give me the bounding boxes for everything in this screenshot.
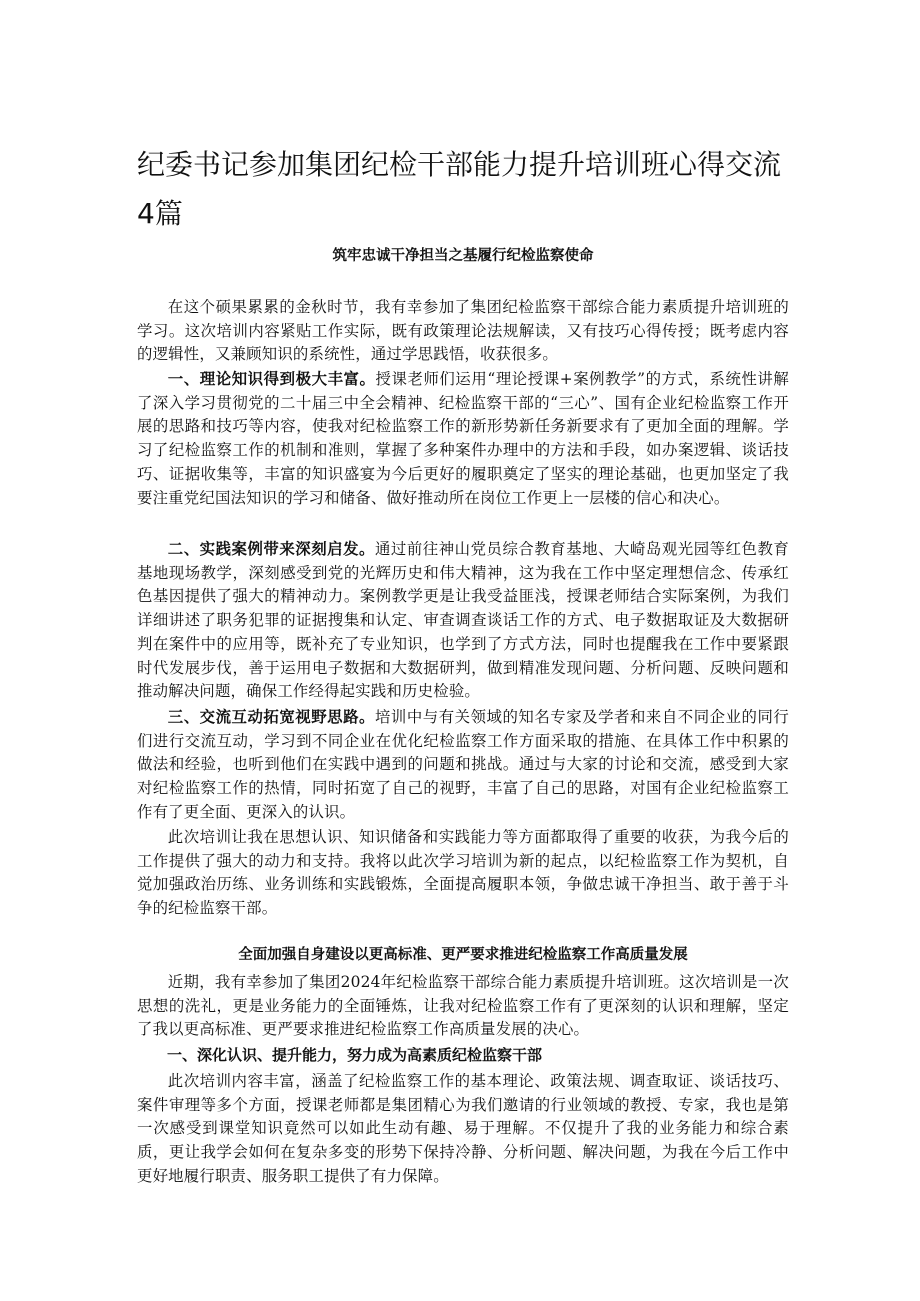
article1-point1-body: 授课老师们运用“理论授课+案例教学”的方式，系统性讲解了深入学习贯彻党的二十届三中全会精神、纪检监察干部的“三心”、国有企业纪检监察工作开展的思路和技巧等内容，使我对纪检监察工作的新形势新任务新要求有了更加全面的理解。学习了纪检监察工作的机制和准则，掌握了多种案件办理中的方法和手段，如办案逻辑、谈话技巧、证据收集等，丰富的知识盛宴为今后更好的履职奠定了坚实的理论基础，也更加坚定了我要注重党纪国法知识的学习和储备、做好推动所在岗位工作更上一层楼的信心和决心。 — [137, 370, 789, 507]
article1-point1 — [137, 368, 789, 510]
article1-point3-body: 培训中与有关领域的知名专家及学者和来自不同企业的同行们进行交流互动，学习到不同企业在优化纪检监察工作方面采取的措施、在具体工作中积累的做法和经验，也听到他们在实践中遇到的问题和挑战。通过与大家的讨论和交流，感受到大家对纪检监察工作的热情，同时拓宽了自己的视野，丰富了自己的思路，对国有企业纪检监察工作有了更全面、更深入的认识。 — [137, 708, 789, 821]
article2-intro: 近期，我有幸参加了集团2024年纪检监察干部综合能力素质提升培训班。这次培训是一次思想的洗礼，更是业务能力的全面锤炼，让我对纪检监察工作有了更深刻的认识和理解，坚定了我以更高标准、更严要求推进纪检监察工作高质量发展的决心。 — [137, 973, 789, 1039]
article1-conclusion: 此次培训让我在思想认识、知识储备和实践能力等方面都取得了重要的收获，为我今后的工作提供了强大的动力和支持。我将以此次学习培训为新的起点，以纪检监察工作为契机，自觉加强政治历练、业务训练和实践锻炼，全面提高履职本领，争做忠诚干净担当、敢于善于斗争的纪检监察干部。 — [137, 828, 789, 918]
article1-point2-body: 通过前往神山党员综合教育基地、大崎岛观光园等红色教育基地现场教学，深刻感受到党的光辉历史和伟大精神，这为我在工作中坚定理想信念、传承红色基因提供了强大的精神动力。案例教学更是让我受益匪浅，授课老师结合实际案例，为我们详细讲述了职务犯罪的证据搜集和认定、审查调查谈话工作的方式、电子数据取证及大数据研判在案件中的应用等，既补充了专业知识，也学到了方式方法，同时也提醒我在工作中要紧跟时代发展步伐，善于运用电子数据和大数据研判，做到精准发现问题、分析问题、反映问题和推动解决问题，确保工作经得起实践和历史检验。 — [137, 540, 789, 701]
article1-point2-lead: 二、实践案例带来深刻启发。 — [167, 540, 375, 558]
article2-point1-body: 此次培训内容丰富，涵盖了纪检监察工作的基本理论、政策法规、调查取证、谈话技巧、案件审理等多个方面，授课老师都是集团精心为我们邀请的行业领域的教授、专家，我也是第一次感受到课堂知识竟然可以如此生动有趣、易于理解。不仅提升了我的业务能力和综合素质，更让我学会如何在复杂多变的形势下保持冷静、分析问题、解决问题，为我在今后工作中更好地履行职责、服务职工提供了有力保障。 — [137, 1072, 789, 1185]
article1-point3 — [137, 706, 789, 825]
article1-intro: 在这个硕果累累的金秋时节，我有幸参加了集团纪检监察干部综合能力素质提升培训班的学习。这次培训内容紧贴工作实际，既有政策理论法规解读，又有技巧心得传授；既考虑内容的逻辑性，又兼顾知识的系统性，通过学思践悟，收获很多。 — [137, 298, 789, 364]
article1-heading: 筑牢忠诚干净担当之基履行纪检监察使命 — [332, 248, 594, 264]
article1-point1-lead: 一、理论知识得到极大丰富。 — [167, 370, 376, 388]
article1-point2 — [137, 538, 789, 704]
article2-point1-heading: 一、深化认识、提升能力，努力成为高素质纪检监察干部 — [167, 1046, 543, 1064]
article1-point3-lead: 三、交流互动拓宽视野思路。 — [167, 708, 375, 726]
article2-heading: 全面加强自身建设以更高标准、更严要求推进纪检监察工作高质量发展 — [238, 947, 688, 963]
document-title: 纪委书记参加集团纪检干部能力提升培训班心得交流4篇 — [137, 148, 782, 230]
